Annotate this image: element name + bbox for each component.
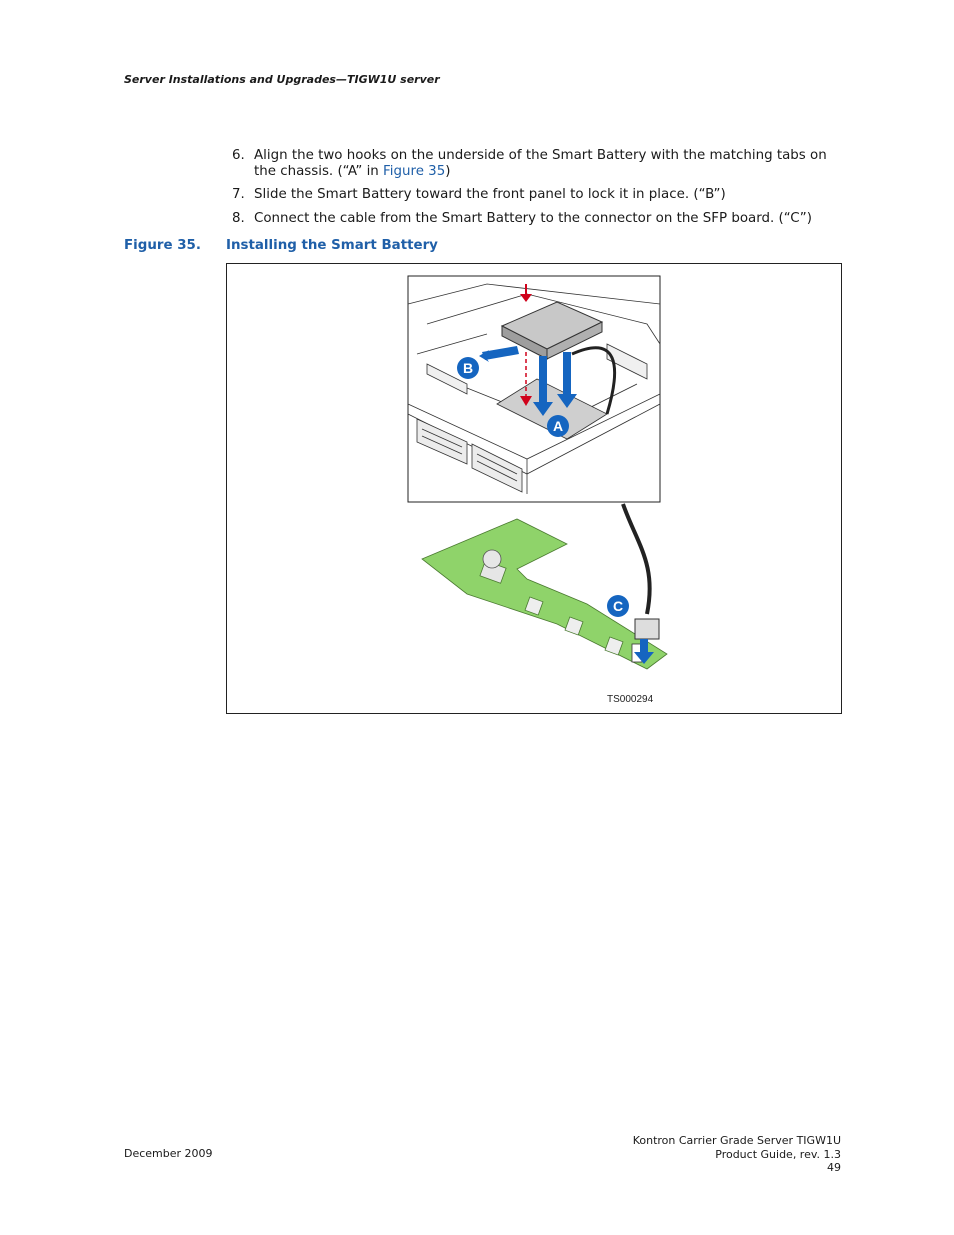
callout-c-label: C (612, 598, 624, 614)
step-8: 8. Connect the cable from the Smart Battery to the connector on the SFP board. (“C”) (232, 210, 812, 226)
step-number: 6. (232, 148, 245, 163)
footer-guide: Product Guide, rev. 1.3 (715, 1147, 841, 1161)
figure-title: Installing the Smart Battery (226, 238, 438, 253)
running-header: Server Installations and Upgrades—TIGW1U server (124, 73, 440, 86)
step-number: 8. (232, 210, 245, 226)
callout-b-label: B (462, 360, 474, 376)
battery-connector (635, 619, 659, 639)
figure-label: Figure 35. (124, 238, 201, 253)
step-number: 7. (232, 187, 245, 202)
page-number: 49 (827, 1161, 841, 1174)
instruction-steps (232, 148, 842, 234)
smart-battery-illustration (227, 264, 841, 713)
sfp-board (422, 519, 667, 669)
figure-35-link[interactable]: Figure 35 (383, 163, 446, 179)
step-7: 7. Slide the Smart Battery toward the front panel to lock it in place. (“B”) (232, 187, 726, 202)
figure-frame (226, 263, 842, 714)
callout-c (607, 595, 629, 617)
footer-date: December 2009 (124, 1147, 213, 1160)
step-6: 6. Align the two hooks on the underside of the Smart Battery with the matching tabs on the chassis. (“A” in Figure 35) (232, 148, 827, 179)
callout-a (547, 415, 569, 437)
figure-caption (124, 238, 438, 253)
callout-a-label: A (552, 418, 564, 434)
callout-b (457, 357, 479, 379)
footer-product: Kontron Carrier Grade Server TIGW1U (632, 1134, 841, 1147)
figure-image-id: TS000294 (607, 694, 654, 705)
footer-product-info (633, 1134, 841, 1175)
battery-cable (623, 504, 650, 614)
